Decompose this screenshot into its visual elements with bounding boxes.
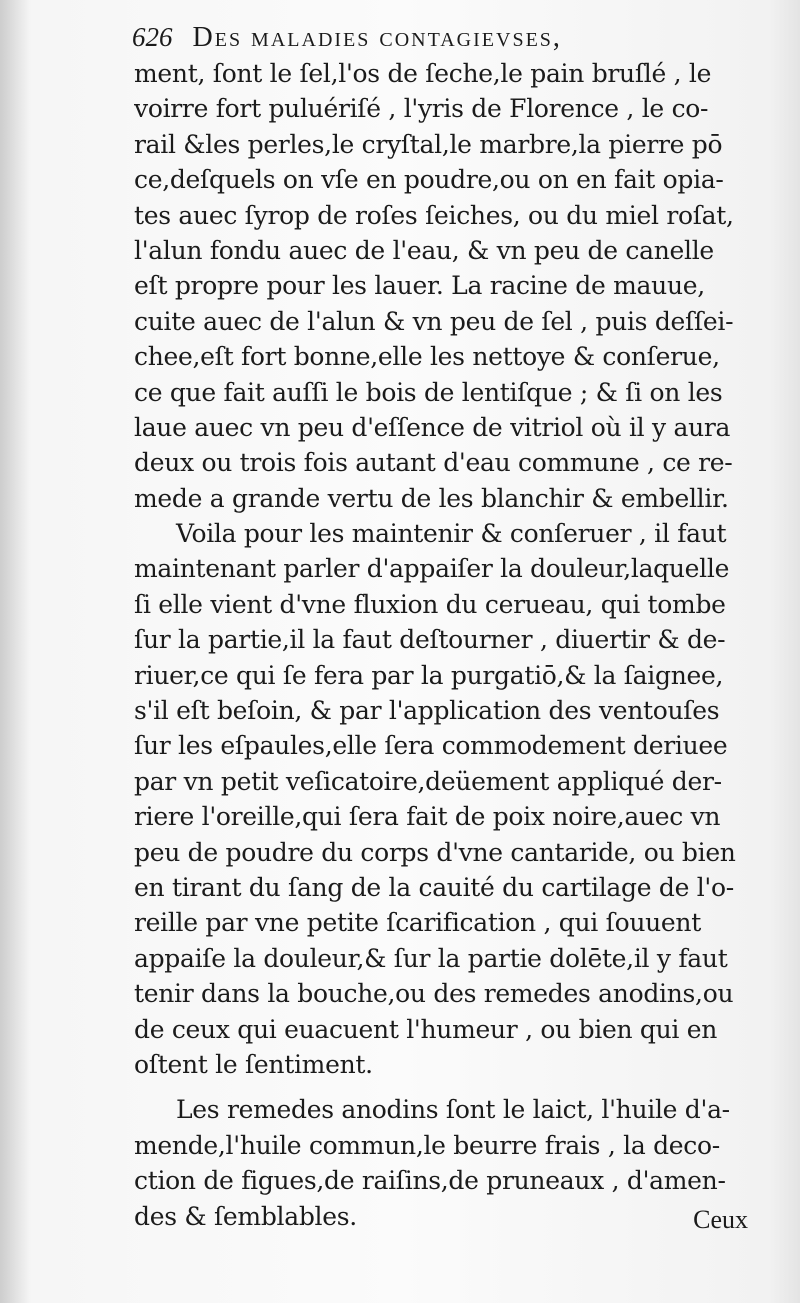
- text-line: reille par vne petite ſcarification , qui ſouuent: [134, 908, 701, 938]
- paragraph-start-line: Voila pour les maintenir & conſeruer , il faut: [176, 519, 727, 549]
- text-line: ſur les eſpaules,elle ſera commodement deriuee: [134, 731, 728, 761]
- running-title: Des maladies contagievses,: [192, 22, 562, 53]
- text-line: peu de poudre du corps d'vne cantaride, ou bien: [134, 837, 736, 867]
- text-line: deux ou trois fois autant d'eau commune , ce re-: [134, 448, 733, 478]
- text-line: ce que fait auſſi le bois de lentiſque ; & ſi on les: [134, 377, 723, 407]
- text-line: rail &les perles,le cryſtal,le marbre,la pierre pō: [134, 129, 723, 159]
- body-text: [134, 56, 774, 1234]
- text-line: tenir dans la bouche,ou des remedes anodins,ou: [134, 979, 734, 1009]
- text-line: ſi elle vient d'vne fluxion du cerueau, qui tombe: [134, 589, 726, 619]
- paragraph-start-line: Les remedes anodins ſont le laict, l'huile d'a-: [176, 1095, 730, 1125]
- text-line: ment, ſont le ſel,l'os de ſeche,le pain bruſlé , le: [134, 59, 712, 88]
- text-line: s'il eſt beſoin, & par l'application des ventouſes: [134, 696, 720, 726]
- catchword: Ceux: [693, 1205, 748, 1234]
- page-number: 626: [132, 22, 173, 52]
- text-line: mede a grande vertu de les blanchir & embellir.: [134, 483, 729, 513]
- text-line: mende,l'huile commun,le beurre frais , la deco-: [134, 1130, 720, 1160]
- text-line: cuite auec de l'alun & vn peu de ſel , puis deſſei-: [134, 306, 734, 336]
- text-line: des & ſemblables.: [134, 1201, 357, 1231]
- paragraph-gap: [134, 1082, 774, 1092]
- text-line: voirre fort puluériſé , l'yris de Florence , le co-: [134, 94, 709, 124]
- text-line: appaiſe la douleur,& ſur la partie dolēte,il y faut: [134, 943, 728, 973]
- text-line: ction de figues,de raiſins,de pruneaux , d'amen-: [134, 1166, 726, 1196]
- text-line: eſt propre pour les lauer. La racine de mauue,: [134, 271, 705, 301]
- text-line: chee,eſt fort bonne,elle les nettoye & conſerue,: [134, 342, 720, 372]
- text-line: riere l'oreille,qui ſera fait de poix noire,auec vn: [134, 802, 721, 832]
- text-line: tes auec ſyrop de roſes ſeiches, ou du miel roſat,: [134, 200, 734, 230]
- text-line: ce,deſquels on vſe en poudre,ou on en fait opia-: [134, 165, 724, 195]
- text-line: oſtent le ſentiment.: [134, 1049, 373, 1079]
- page-edge-shadow: [0, 0, 30, 1303]
- text-line: laue auec vn peu d'eſſence de vitriol où il y aura: [134, 412, 731, 442]
- text-line: maintenant parler d'appaiſer la douleur,laquelle: [134, 554, 730, 584]
- text-line: ſur la partie,il la faut deſtourner , diuertir & de-: [134, 625, 726, 655]
- text-line: en tirant du ſang de la cauité du cartilage de l'o-: [134, 872, 734, 902]
- text-line: par vn petit veſicatoire,deüement appliqué der-: [134, 766, 722, 796]
- text-line: riuer,ce qui ſe fera par la purgatiō,& la ſaignee,: [134, 660, 724, 690]
- text-line: de ceux qui euacuent l'humeur , ou bien qui en: [134, 1014, 718, 1044]
- text-line: l'alun fondu auec de l'eau, & vn peu de canelle: [134, 235, 714, 265]
